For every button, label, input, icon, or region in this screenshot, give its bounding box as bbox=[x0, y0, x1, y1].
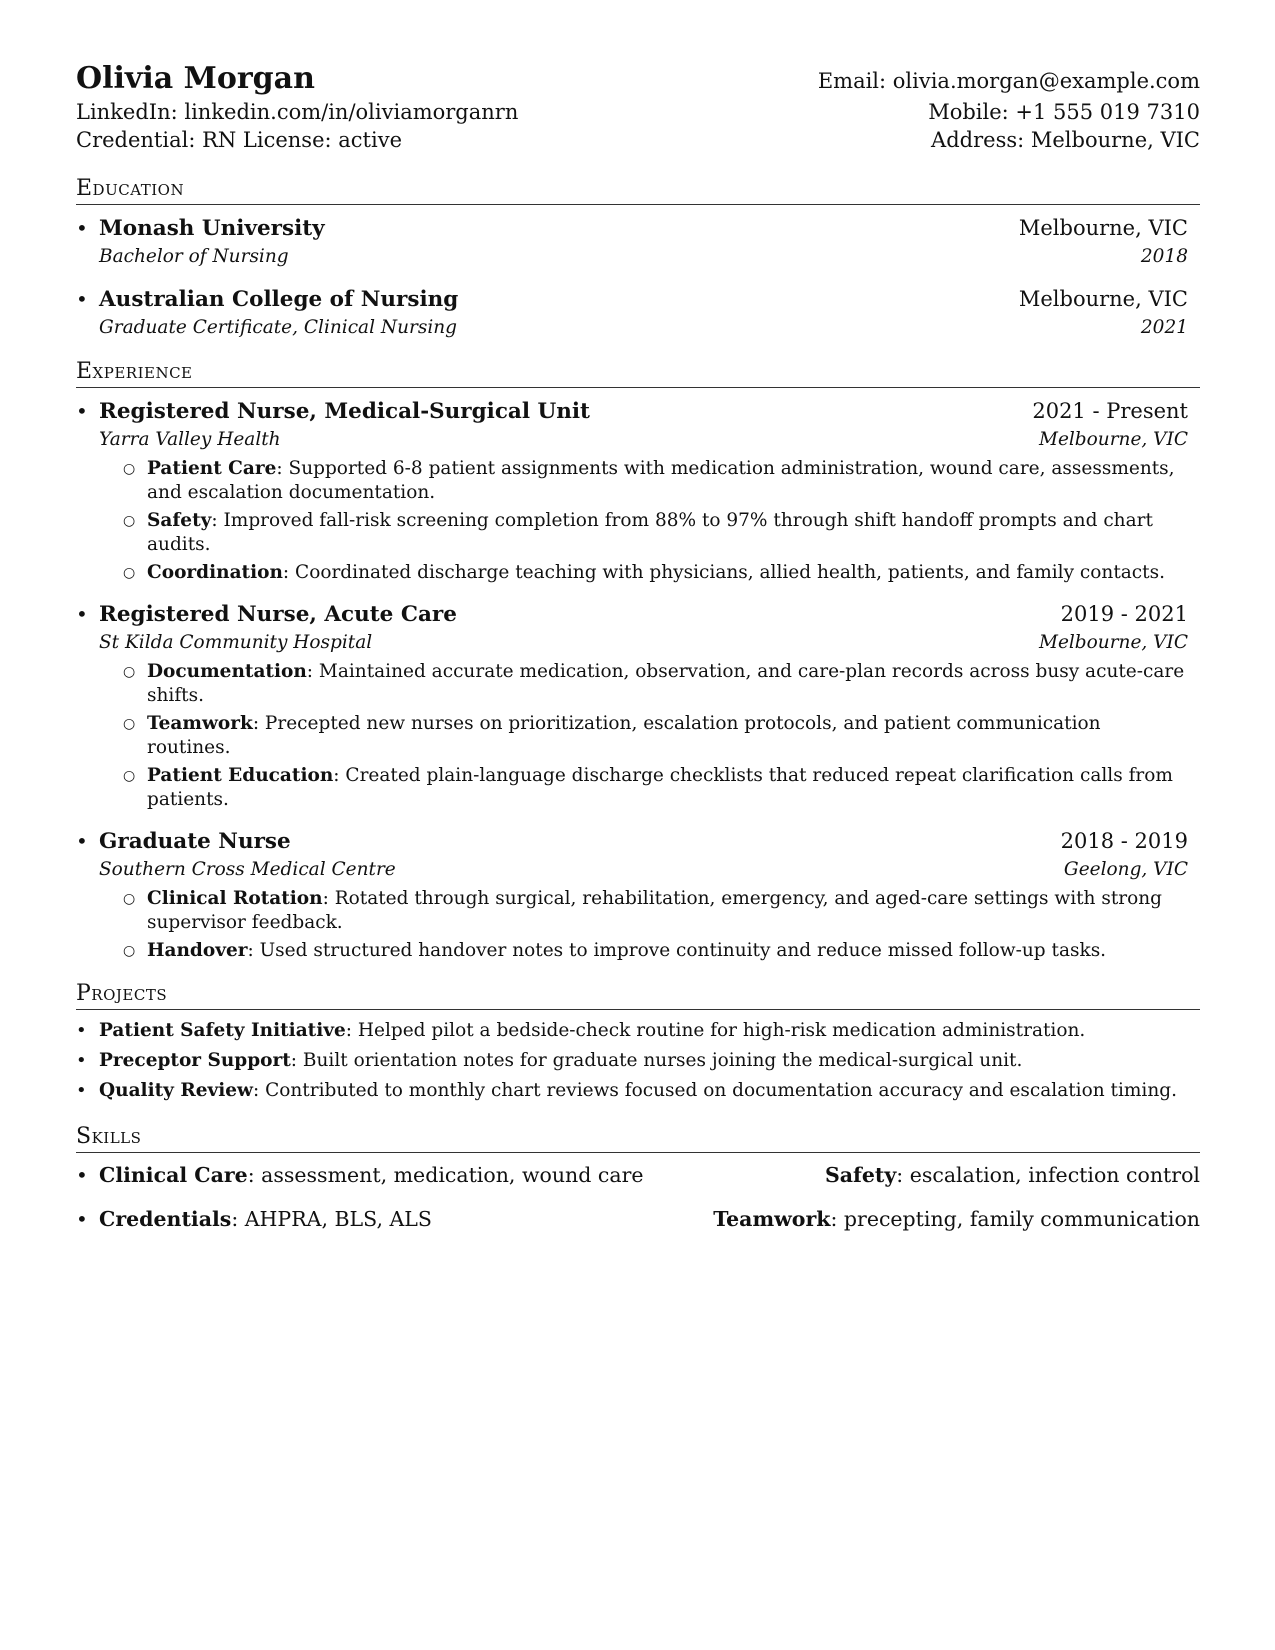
experience-entry bbox=[76, 599, 1200, 812]
achievement-item: ○ Patient Care: Supported 6-8 patient assignments with medication administration, wound care, assessments, and escalation documentation. bbox=[123, 458, 1175, 503]
skill-row bbox=[76, 1161, 1200, 1189]
credential-line: Credential: RN License: active bbox=[76, 128, 402, 152]
achievement-list bbox=[99, 457, 1188, 585]
education-entry bbox=[76, 213, 1200, 270]
header-row-1 bbox=[76, 60, 1200, 98]
header-row-3 bbox=[76, 126, 1200, 154]
resume-page bbox=[76, 60, 1200, 1249]
bullet-icon: • bbox=[76, 829, 88, 853]
job-location: Geelong, VIC bbox=[1063, 859, 1188, 880]
skills-heading: Skills bbox=[76, 1124, 1200, 1153]
circle-bullet-icon: ○ bbox=[123, 716, 136, 732]
linkedin-line: LinkedIn: linkedin.com/in/oliviamorganrn bbox=[76, 100, 519, 124]
skill-row bbox=[76, 1205, 1200, 1233]
school-location: Melbourne, VIC bbox=[1018, 287, 1188, 311]
achievement-list bbox=[99, 660, 1188, 812]
bullet-icon: • bbox=[76, 287, 88, 311]
skill-right: Teamwork: precepting, family communication bbox=[713, 1207, 1200, 1231]
job-dates: 2021 - Present bbox=[1032, 399, 1188, 423]
bullet-icon: • bbox=[76, 1207, 88, 1231]
skills-section bbox=[76, 1124, 1200, 1233]
employer: Yarra Valley Health bbox=[99, 429, 281, 450]
school-name: Australian College of Nursing bbox=[99, 287, 459, 312]
job-title: Graduate Nurse bbox=[99, 829, 291, 854]
education-heading: Education bbox=[76, 176, 1200, 205]
bullet-icon: • bbox=[76, 399, 88, 423]
grad-year: 2018 bbox=[1140, 246, 1188, 267]
skill-left: Clinical Care: assessment, medication, wound care bbox=[99, 1163, 644, 1187]
job-dates: 2018 - 2019 bbox=[1060, 829, 1188, 853]
experience-entry bbox=[76, 826, 1200, 963]
job-title: Registered Nurse, Acute Care bbox=[99, 602, 457, 627]
skill-left: Credentials: AHPRA, BLS, ALS bbox=[99, 1207, 432, 1231]
circle-bullet-icon: ○ bbox=[123, 565, 136, 581]
grad-year: 2021 bbox=[1140, 317, 1188, 338]
achievement-item: ○ Documentation: Maintained accurate medication, observation, and care-plan records across busy acute-care shifts. bbox=[123, 661, 1185, 706]
entry-header bbox=[99, 284, 1188, 315]
job-dates: 2019 - 2021 bbox=[1060, 602, 1188, 626]
experience-section bbox=[76, 359, 1200, 963]
mobile-line: Mobile: +1 555 019 7310 bbox=[928, 100, 1200, 124]
achievement-list bbox=[99, 887, 1188, 963]
experience-entry bbox=[76, 396, 1200, 585]
entry-subheader bbox=[99, 244, 1188, 270]
skill-right: Safety: escalation, infection control bbox=[824, 1163, 1200, 1187]
degree: Bachelor of Nursing bbox=[99, 246, 289, 267]
achievement-item: ○ Patient Education: Created plain-language discharge checklists that reduced repeat clarification calls from patients. bbox=[123, 765, 1173, 810]
school-name: Monash University bbox=[99, 216, 325, 241]
projects-section bbox=[76, 981, 1200, 1104]
entry-subheader bbox=[99, 315, 1188, 341]
email-line: Email: olivia.morgan@example.com bbox=[817, 69, 1200, 93]
entry-header bbox=[99, 599, 1188, 630]
job-title: Registered Nurse, Medical-Surgical Unit bbox=[99, 399, 590, 424]
circle-bullet-icon: ○ bbox=[123, 768, 136, 784]
header-row-2 bbox=[76, 98, 1200, 126]
projects-heading: Projects bbox=[76, 981, 1200, 1010]
circle-bullet-icon: ○ bbox=[123, 943, 136, 959]
entry-header bbox=[99, 826, 1188, 857]
employer: St Kilda Community Hospital bbox=[99, 632, 373, 653]
bullet-icon: • bbox=[76, 1080, 87, 1101]
bullet-icon: • bbox=[76, 1050, 87, 1071]
degree: Graduate Certificate, Clinical Nursing bbox=[99, 317, 457, 338]
circle-bullet-icon: ○ bbox=[123, 513, 136, 529]
achievement-item: ○ Teamwork: Precepted new nurses on prioritization, escalation protocols, and patient communication routines. bbox=[123, 713, 1101, 758]
entry-subheader bbox=[99, 427, 1188, 453]
entry-header bbox=[99, 396, 1188, 427]
bullet-icon: • bbox=[76, 1020, 87, 1041]
bullet-icon: • bbox=[76, 602, 88, 626]
project-item: • Quality Review: Contributed to monthly chart reviews focused on documentation accuracy and escalation timing. bbox=[76, 1078, 1200, 1104]
entry-subheader bbox=[99, 857, 1188, 883]
address-line: Address: Melbourne, VIC bbox=[931, 128, 1200, 152]
experience-heading: Experience bbox=[76, 359, 1200, 388]
job-location: Melbourne, VIC bbox=[1039, 632, 1188, 653]
employer: Southern Cross Medical Centre bbox=[99, 859, 396, 880]
entry-header bbox=[99, 213, 1188, 244]
school-location: Melbourne, VIC bbox=[1018, 216, 1188, 240]
circle-bullet-icon: ○ bbox=[123, 891, 136, 907]
achievement-item: ○ Handover: Used structured handover notes to improve continuity and reduce missed follow-up tasks. bbox=[123, 940, 1107, 961]
circle-bullet-icon: ○ bbox=[123, 461, 136, 477]
project-item: • Preceptor Support: Built orientation notes for graduate nurses joining the medical-surgical unit. bbox=[76, 1048, 1200, 1074]
bullet-icon: • bbox=[76, 1163, 88, 1187]
achievement-item: ○ Clinical Rotation: Rotated through surgical, rehabilitation, emergency, and aged-care settings with strong supervisor feedback. bbox=[123, 888, 1163, 933]
candidate-name: Olivia Morgan bbox=[76, 61, 315, 96]
circle-bullet-icon: ○ bbox=[123, 664, 136, 680]
achievement-item: ○ Coordination: Coordinated discharge teaching with physicians, allied health, patients, and family contacts. bbox=[123, 562, 1165, 583]
bullet-icon: • bbox=[76, 216, 88, 240]
project-item: • Patient Safety Initiative: Helped pilot a bedside-check routine for high-risk medication administration. bbox=[76, 1018, 1200, 1044]
job-location: Melbourne, VIC bbox=[1039, 429, 1188, 450]
education-section bbox=[76, 176, 1200, 341]
achievement-item: ○ Safety: Improved fall-risk screening completion from 88% to 97% through shift handoff prompts and chart audits. bbox=[123, 510, 1153, 555]
entry-subheader bbox=[99, 630, 1188, 656]
education-entry bbox=[76, 284, 1200, 341]
